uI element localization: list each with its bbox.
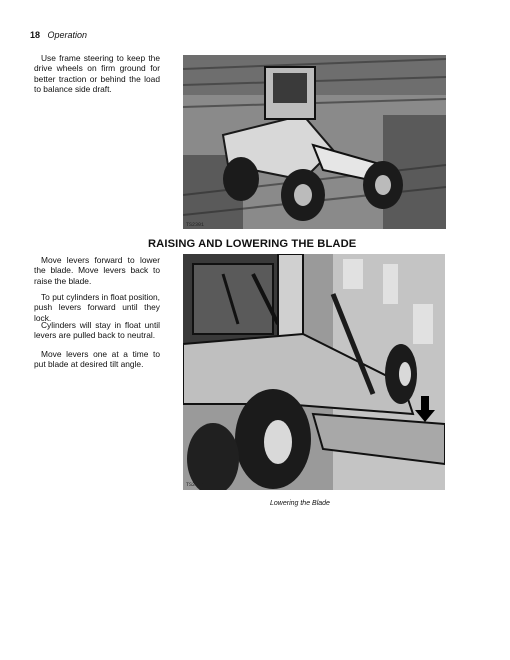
motor-grader-photo	[183, 55, 446, 229]
paragraph-tilt-angle: Move levers one at a time to put blade at desired tilt angle.	[34, 349, 160, 370]
section-heading: RAISING AND LOWERING THE BLADE	[148, 238, 357, 250]
paragraph-float-position: To put cylinders in float position, push levers forward until they lock.	[34, 292, 160, 323]
lowering-blade-photo	[183, 254, 445, 490]
paragraph-cylinders-float: Cylinders will stay in float until levers are pulled back to neutral.	[34, 320, 160, 341]
photo-code-bottom: TS2302	[186, 482, 205, 488]
page-header	[30, 30, 87, 40]
paragraph-move-levers: Move levers forward to lower the blade. Move levers back to raise the blade.	[34, 255, 160, 286]
section-title: Operation	[47, 30, 88, 40]
photo-code-top: TS2301	[186, 222, 205, 228]
figure-caption: Lowering the Blade	[270, 500, 330, 507]
page-number: 18	[30, 30, 41, 40]
paragraph-frame-steering: Use frame steering to keep the drive wheels on firm ground for better traction or behind the load to balance side draft.	[34, 53, 160, 95]
